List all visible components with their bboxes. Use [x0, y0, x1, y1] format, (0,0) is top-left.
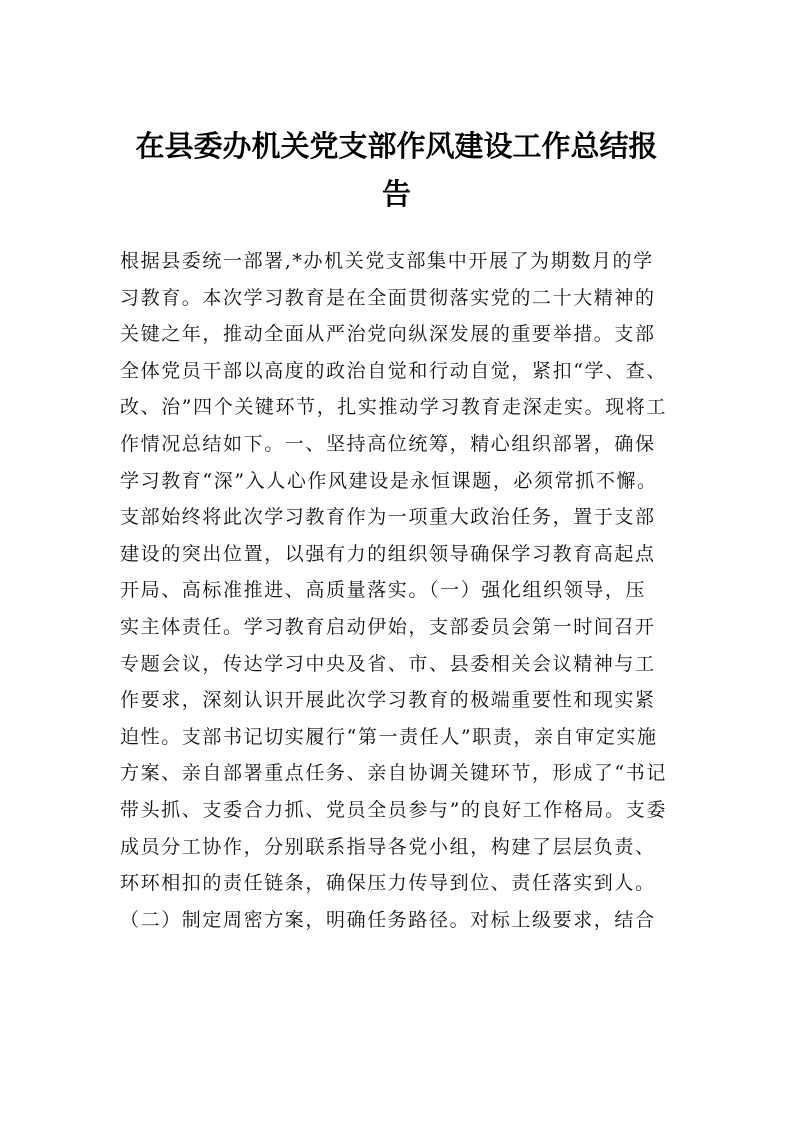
body-line: 作要求，深刻认识开展此次学习教育的极端重要性和现实紧 [120, 689, 656, 712]
document-title [110, 122, 683, 218]
body-line: （二）制定周密方案，明确任务路径。对标上级要求，结合 [120, 908, 656, 931]
body-line: 关键之年，推动全面从严治党向纵深发展的重要举措。支部 [120, 323, 656, 346]
title-line-2: 告 [381, 177, 411, 211]
body-line: 开局、高标准推进、高质量落实。（一）强化组织领导，压 [120, 579, 647, 602]
title-line-1: 在县委办机关党支部作风建设工作总结报 [135, 129, 658, 163]
body-line: 支部始终将此次学习教育作为一项重大政治任务，置于支部 [120, 506, 656, 529]
body-line: 实主体责任。学习教育启动伊始，支部委员会第一时间召开 [120, 615, 656, 638]
body-line: 专题会议，传达学习中央及省、市、县委相关会议精神与工 [120, 652, 656, 675]
body-line: 根据县委统一部署,*办机关党支部集中开展了为期数月的学 [120, 250, 654, 272]
body-line: 建设的突出位置，以强有力的组织领导确保学习教育高起点 [120, 542, 656, 565]
body-line: 作情况总结如下。一、坚持高位统筹，精心组织部署，确保 [120, 432, 656, 455]
body-line: 改、治”四个关键环节，扎实推动学习教育走深走实。现将工 [120, 396, 667, 419]
body-line: 带头抓、支委合力抓、党员全员参与”的良好工作格局。支委 [120, 798, 667, 821]
body-line: 方案、亲自部署重点任务、亲自协调关键环节，形成了“书记 [120, 762, 667, 785]
body-line: 成员分工协作，分别联系指导各党小组，构建了层层负责、 [120, 835, 656, 858]
body-line: 环环相扣的责任链条，确保压力传导到位、责任落实到人。 [120, 872, 656, 895]
body-line: 全体党员干部以高度的政治自觉和行动自觉，紧扣“学、查、 [120, 359, 667, 382]
body-line: 学习教育“深”入人心作风建设是永恒课题，必须常抓不懈。 [120, 469, 658, 492]
body-line: 迫性。支部书记切实履行“第一责任人”职责，亲自审定实施 [120, 725, 658, 748]
document-body [120, 243, 676, 938]
body-line: 习教育。本次学习教育是在全面贯彻落实党的二十大精神的 [120, 286, 656, 309]
